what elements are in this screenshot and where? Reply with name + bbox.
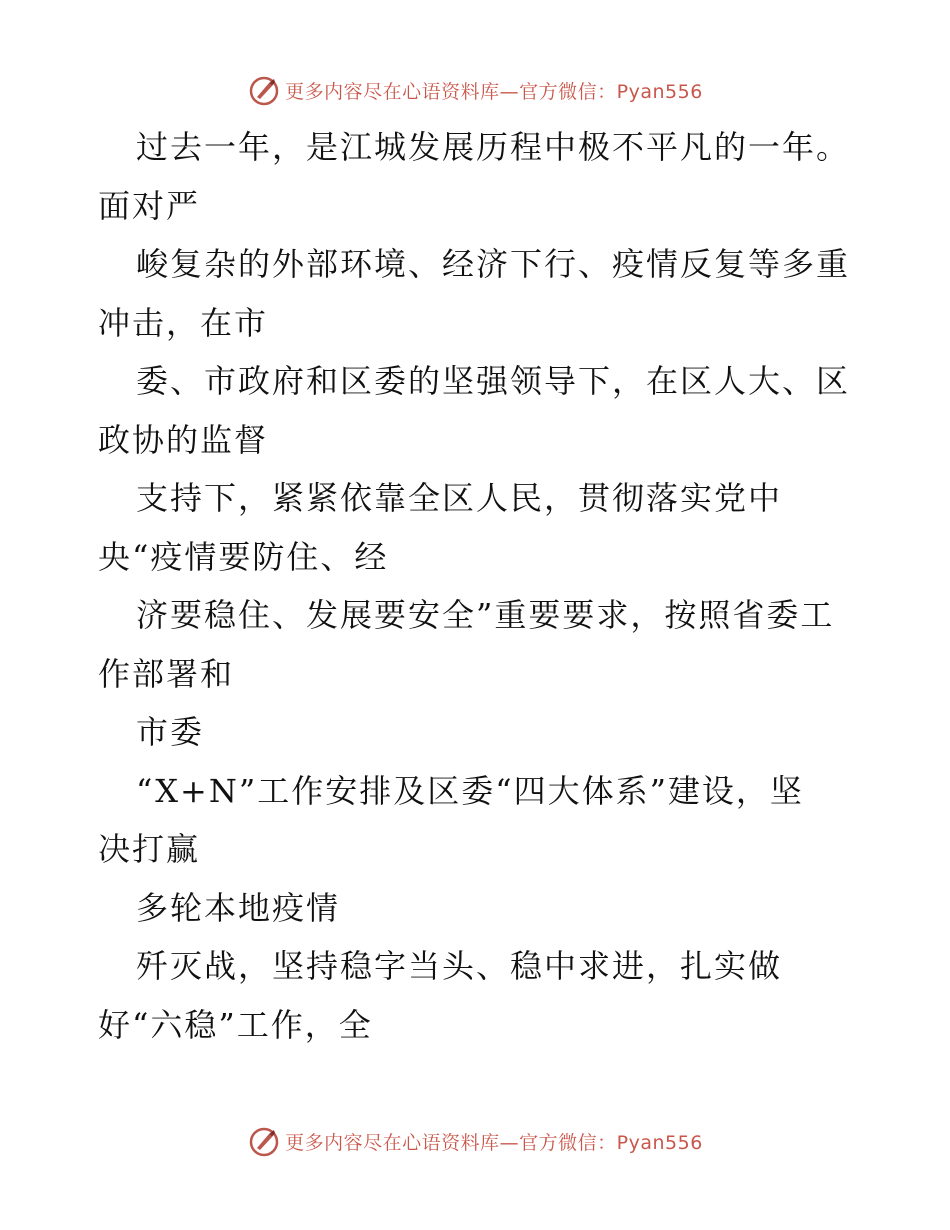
text-line: 支持下，紧紧依靠全区人民，贯彻落实党中: [136, 479, 783, 517]
text-line: 好“六稳”工作，全: [98, 1005, 373, 1044]
logo-icon: [247, 1124, 281, 1158]
header-watermark-text: 更多内容尽在心语资料库—官方微信：Pyan556: [285, 80, 703, 103]
text-line: 歼灭战，坚持稳字当头、稳中求进，扎实做: [136, 947, 783, 985]
text-line: 政协的监督: [98, 420, 269, 459]
footer-watermark-text: 更多内容尽在心语资料库—官方微信：Pyan556: [285, 1131, 703, 1154]
text-line: 委、市政府和区委的坚强领导下，在区人大、区: [136, 362, 851, 400]
document-body: [98, 118, 858, 1054]
text-line: 作部署和: [98, 654, 235, 693]
logo-icon: [247, 73, 281, 107]
text-line: 冲击，在市: [98, 303, 269, 342]
text-line: 峻复杂的外部环境、经济下行、疫情反复等多重: [136, 245, 851, 283]
text-line: 央“疫情要防住、经: [98, 537, 389, 576]
header-watermark: [0, 70, 950, 110]
text-line: 市委: [136, 713, 205, 751]
footer-watermark: [0, 1121, 950, 1161]
text-line: 面对严: [98, 186, 201, 225]
text-line: 济要稳住、发展要安全”重要要求，按照省委工: [136, 596, 835, 634]
text-line: 决打赢: [98, 830, 201, 868]
text-line: 多轮本地疫情: [136, 888, 341, 927]
text-line: “X+N”工作安排及区委“四大体系”建设，坚: [136, 771, 804, 810]
text-line: 过去一年，是江城发展历程中极不平凡的一年。: [136, 128, 851, 166]
